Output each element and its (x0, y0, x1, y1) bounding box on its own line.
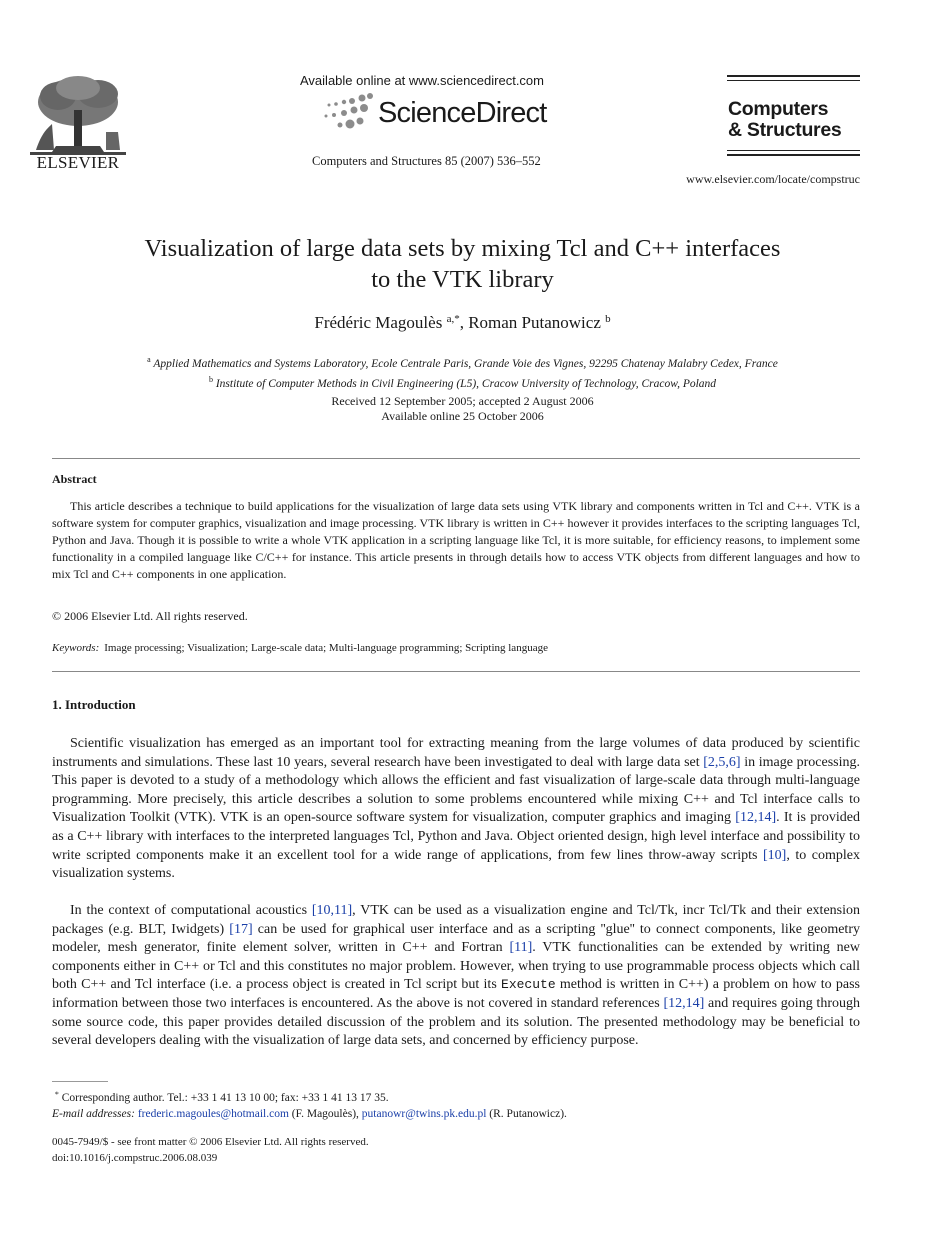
email-link-2[interactable]: putanowr@twins.pk.edu.pl (361, 1107, 487, 1120)
journal-title (728, 99, 841, 141)
abstract-rule-top (52, 458, 860, 459)
citation-link[interactable]: [12,14] (663, 995, 705, 1011)
journal-rule (727, 80, 860, 81)
affiliations (0, 352, 925, 392)
keywords-text: Image processing; Visualization; Large-scale data; Multi-language programming; Scripting language (104, 642, 548, 654)
sciencedirect-available-text: Available online at www.sciencedirect.com (300, 73, 544, 88)
paragraph-text: method is written in C++) a problem on how to pass information between those two interfaces is encountered. As the above is not covered in standard references (52, 977, 860, 1011)
journal-rule (727, 75, 860, 77)
paragraph-text: . It is provided as a C++ library with interfaces to the interpreted languages Tcl, Python and Java. Object oriented design, high level interface and possibility to write scripted components make it an excellent tool for a wide range of applications, from few lines throw-away scripts (52, 810, 860, 863)
affiliation-text: Institute of Computer Methods in Civil Engineering (L5), Cracow University of Technology, Cracow, Poland (215, 378, 717, 390)
paragraph-text: . VTK functionalities can be extended by writing new components either in C++ or Tcl and this constitutes no major problem. However, when trying to use programmable process objects which call both C++ and Tcl interface (i.e. a process object is created in Tcl script but its (52, 940, 860, 993)
journal-title-line1: Computers (728, 98, 829, 120)
affiliation-marker: a (147, 355, 151, 364)
affiliation-text: Applied Mathematics and Systems Laboratory, Ecole Centrale Paris, Grande Voie des Vignes, 92295 Chatenay Malabry Cedex, France (153, 358, 778, 370)
paragraph-text: In the context of computational acoustics (70, 903, 312, 918)
author-name: Frédéric Magoulès (314, 313, 443, 332)
paragraph-text: can be used for graphical user interface and as a scripting ''glue'' to connect components, like geometry modeler, mesh generator, finite element solver, written in C++ and Fortran (52, 921, 860, 956)
affiliation-b (0, 372, 925, 392)
citation-link[interactable]: [12,14] (735, 810, 777, 826)
footnote-marker: * (54, 1090, 59, 1099)
footnote-rule (52, 1081, 108, 1082)
abstract-text: This article describes a technique to build applications for the visualization of large data sets using VTK library and components written in Tcl and C++. VTK is a software system for computer graphics, visualization and image processing. VTK library is written in C++ however it provides interfaces to the scripting languages Tcl, Python and Java. Though it is possible to write a whole VTK application in a scripting language like Tcl, it is more suitable, for efficiency reasons, to implement some functionality in a compiled language like C/C++ for instance. This article presents in through details how to access VTK objects from different languages and how to mix Tcl and C++ components in one application. (52, 499, 860, 581)
email-link-1[interactable]: frederic.magoules@hotmail.com (137, 1107, 289, 1120)
code-term: Execute (501, 977, 556, 993)
paragraph-text: , to complex visualization systems. (52, 847, 860, 882)
abstract-copyright: © 2006 Elsevier Ltd. All rights reserved. (52, 609, 248, 623)
section-heading: 1. Introduction (52, 697, 136, 712)
author-list (0, 313, 925, 333)
email-owner-1: (F. Magoulès), (288, 1107, 362, 1120)
citation-link[interactable]: [11] (509, 940, 533, 956)
keywords-label: Keywords: (52, 642, 100, 654)
paragraph-text: Scientific visualization has emerged as an important tool for extracting meaning from the large volumes of data produced by scientific instruments and simulations. These last 10 years, several research have been investigated to deal with large data set (52, 736, 860, 770)
journal-title-line2: & Structures (728, 119, 842, 141)
footnote (52, 1087, 567, 1122)
keywords (52, 642, 548, 654)
citation-link[interactable]: [2,5,6] (703, 754, 741, 770)
online-date: Available online 25 October 2006 (381, 409, 544, 423)
email-owner-2: (R. Putanowicz). (486, 1107, 567, 1120)
affiliation-marker: b (208, 375, 213, 384)
issn-line: 0045-7949/$ - see front matter © 2006 Elsevier Ltd. All rights reserved. (52, 1136, 369, 1148)
paragraph-text: and requires going through some source code, this paper provides detailed discussion of the problem and its solution. The presented methodology may be beneficial to several developers dealing with the visualization of large data sets, and concerned by efficiency purpose. (52, 995, 860, 1049)
intro-paragraph-1 (52, 735, 860, 884)
citation-link[interactable]: [17] (229, 921, 253, 937)
paragraph-text: , VTK can be used as a visualization engine and Tcl/Tk, incr Tcl/Tk and their extension packages (e.g. BLT, Iwidgets) (52, 903, 860, 937)
issn-block (52, 1135, 369, 1166)
author-separator: , (459, 313, 469, 332)
abstract-body (52, 498, 860, 583)
citation-link[interactable]: [10] (763, 847, 787, 863)
journal-url[interactable]: www.elsevier.com/locate/compstruc (686, 172, 860, 186)
journal-rule (727, 150, 860, 151)
paper-title-line1: Visualization of large data sets by mixing Tcl and C++ interfaces (144, 235, 781, 262)
paragraph-text: in image processing. This paper is devoted to a study of a methodology which allows the efficient and fast visualization of large-scale data through multi-language programming. More precisely, this article describes a solution to some problems encountered while mixing C++ and Tcl interface calls to Visualization Toolkit (VTK). VTK is an open-source software system for visualization, computer graphics and imaging (52, 754, 860, 826)
footnote-corresponding (52, 1087, 567, 1107)
sciencedirect-name: ScienceDirect (378, 97, 547, 129)
received-date: Received 12 September 2005; accepted 2 August 2006 (331, 394, 594, 408)
journal-reference: Computers and Structures 85 (2007) 536–552 (312, 154, 541, 168)
abstract-rule-bottom (52, 671, 860, 672)
abstract-heading: Abstract (52, 472, 97, 486)
publisher-name: ELSEVIER (36, 153, 120, 172)
article-dates (0, 394, 925, 424)
author-name: Roman Putanowicz (468, 313, 601, 332)
doi-line[interactable]: doi:10.1016/j.compstruc.2006.08.039 (52, 1151, 218, 1164)
citation-link[interactable]: [10,11] (311, 903, 353, 918)
sciencedirect-dots-icon (322, 92, 378, 132)
footnote-line1: Corresponding author. Tel.: +33 1 41 13 10 00; fax: +33 1 41 13 17 35. (61, 1092, 389, 1104)
affiliation-a (0, 352, 925, 372)
journal-rule (727, 154, 860, 156)
email-label: E-mail addresses: (52, 1107, 135, 1120)
footnote-emails (52, 1107, 567, 1123)
author-superscript[interactable]: b (605, 313, 611, 325)
author-superscript[interactable]: a,* (446, 313, 460, 325)
paper-title-line2: to the VTK library (371, 266, 554, 293)
intro-paragraph-2 (52, 902, 860, 1051)
paper-title (40, 233, 885, 295)
